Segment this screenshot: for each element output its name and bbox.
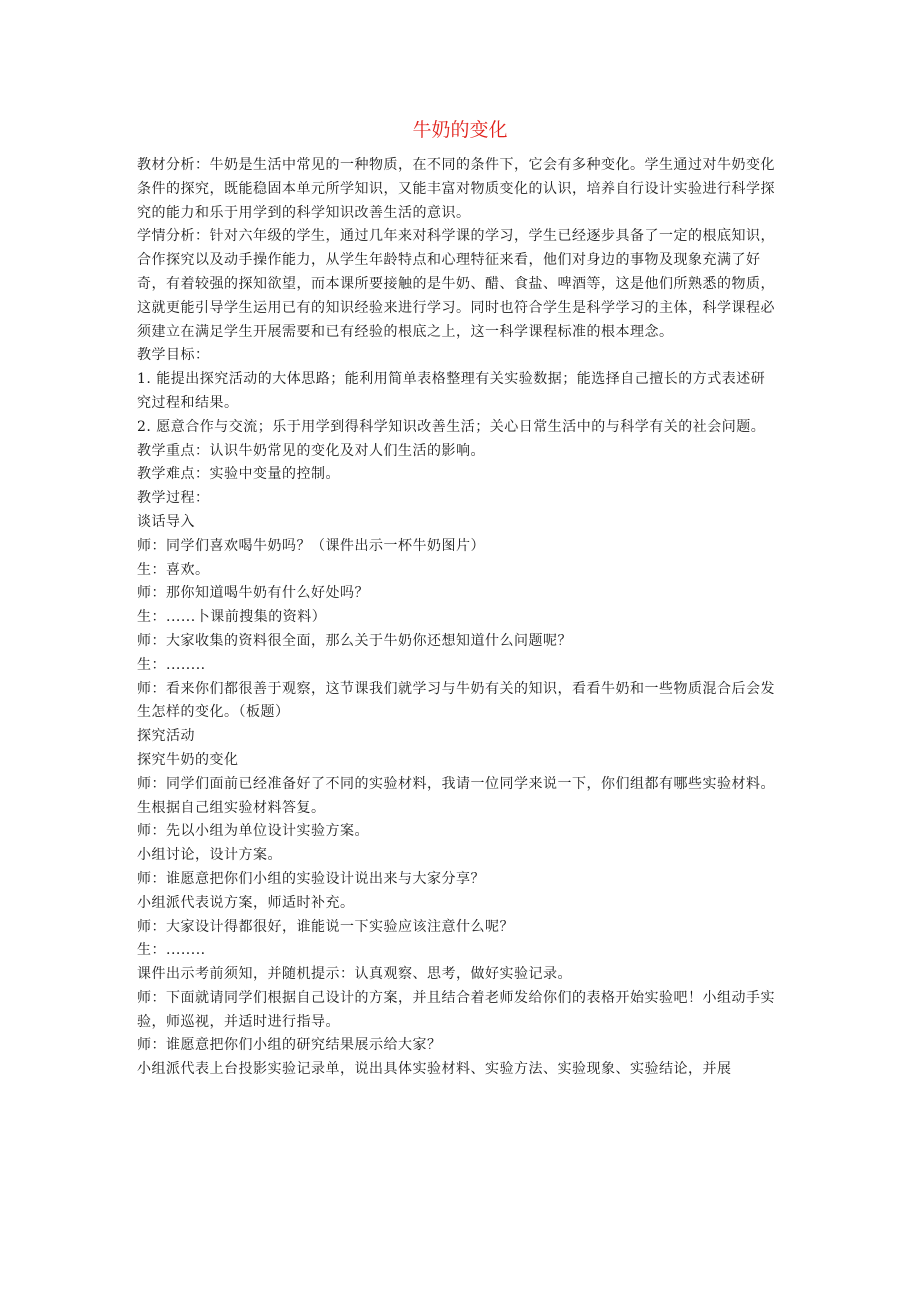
paragraph-dialogue-line: 生：喜欢。 [137,561,210,578]
paragraph-dialogue-line: 师：同学们面前已经准备好了不同的实验材料，我请一位同学来说一下，你们组都有哪些实验材料。 [137,775,775,792]
paragraph-goal-1: 1. 能提出探究活动的大体思路；能利用简单表格整理有关实验数据；能选择自己擅长的方式表述研究过程和结果。 [137,371,766,411]
paragraph-dialogue-line: 师：大家收集的资料很全面，那么关于牛奶你还想知道什么问题呢？ [137,632,572,649]
paragraph-dialogue-line: 生：........ [137,656,206,673]
paragraph-activity-heading: 探究活动 [137,728,195,745]
paragraph-dialogue-line: 小组讨论，设计方案。 [137,847,282,864]
paragraph-dialogue-line: 师：先以小组为单位设计实验方案。 [137,823,369,840]
paragraph-teaching-material-analysis: 教材分析：牛奶是生活中常见的一种物质，在不同的条件下，它会有多种变化。学生通过对牛奶变化条件的探究，既能稳固本单元所学知识，又能丰富对物质变化的认识，培养自行设计实验进行科学探究的能力和乐于用学到的科学知识改善生活的意识。 [137,157,775,221]
paragraph-activity-subheading: 探究牛奶的变化 [137,751,239,768]
paragraph-difficulty: 教学难点：实验中变量的控制。 [137,466,340,483]
document-body [137,154,777,1082]
paragraph-student-analysis: 学情分析：针对六年级的学生，通过几年来对科学课的学习，学生已经逐步具备了一定的根底知识，合作探究以及动手操作能力，从学生年龄特点和心理特征来看，他们对身边的事物及现象充满了好奇，有着较强的探知欲望，而本课所要接触的是牛奶、醋、食盐、啤酒等，这是他们所熟悉的物质，这就更能引导学生运用已有的知识经验来进行学习。同时也符合学生是科学学习的主体，科学课程必须建立在满足学生开展需要和已有经验的根底之上，这一科学课程标准的根本理念。 [137,228,775,340]
paragraph-dialogue-line: 师：谁愿意把你们小组的研究结果展示给大家？ [137,1037,442,1054]
paragraph-goal-2: 2. 愿意合作与交流；乐于用学到得科学知识改善生活；关心日常生活中的与科学有关的社会问题。 [137,418,766,435]
paragraph-dialogue-line: 生根据自己组实验材料答复。 [137,799,326,816]
paragraph-dialogue-line: 师：大家设计得都很好，谁能说一下实验应该注意什么呢？ [137,918,514,935]
paragraph-dialogue-line: 师：下面就请同学们根据自己设计的方案，并且结合着老师发给你们的表格开始实验吧！小组动手实验，师巡视，并适时进行指导。 [137,989,775,1030]
paragraph-dialogue-line: 课件出示考前须知，并随机提示：认真观察、思考，做好实验记录。 [137,966,572,983]
document-title: 牛奶的变化 [412,119,508,141]
paragraph-key-point: 教学重点：认识牛奶常见的变化及对人们生活的影响。 [137,442,485,459]
paragraph-teaching-goals-heading: 教学目标： [137,347,210,364]
paragraph-dialogue-line: 师：看来你们都很善于观察，这节课我们就学习与牛奶有关的知识，看看牛奶和一些物质混合后会发生怎样的变化。（板题） [137,680,775,721]
paragraph-process-heading: 教学过程： [137,490,210,507]
paragraph-dialogue-line: 师：那你知道喝牛奶有什么好处吗？ [137,585,369,602]
paragraph-dialogue-line: 小组派代表上台投影实验记录单，说出具体实验材料、实验方法、实验现象、实验结论，并展 [137,1061,732,1078]
paragraph-dialogue-line: 师：同学们喜欢喝牛奶吗？（课件出示一杯牛奶图片） [137,537,485,554]
paragraph-dialogue-line: 生：......卜课前搜集的资料） [137,609,327,626]
paragraph-dialogue-line: 师：谁愿意把你们小组的实验设计说出来与大家分享？ [137,870,485,887]
paragraph-dialogue-line: 生：........ [137,942,206,959]
paragraph-dialogue-line: 小组派代表说方案，师适时补充。 [137,894,355,911]
paragraph-intro-heading: 谈话导入 [137,513,195,530]
